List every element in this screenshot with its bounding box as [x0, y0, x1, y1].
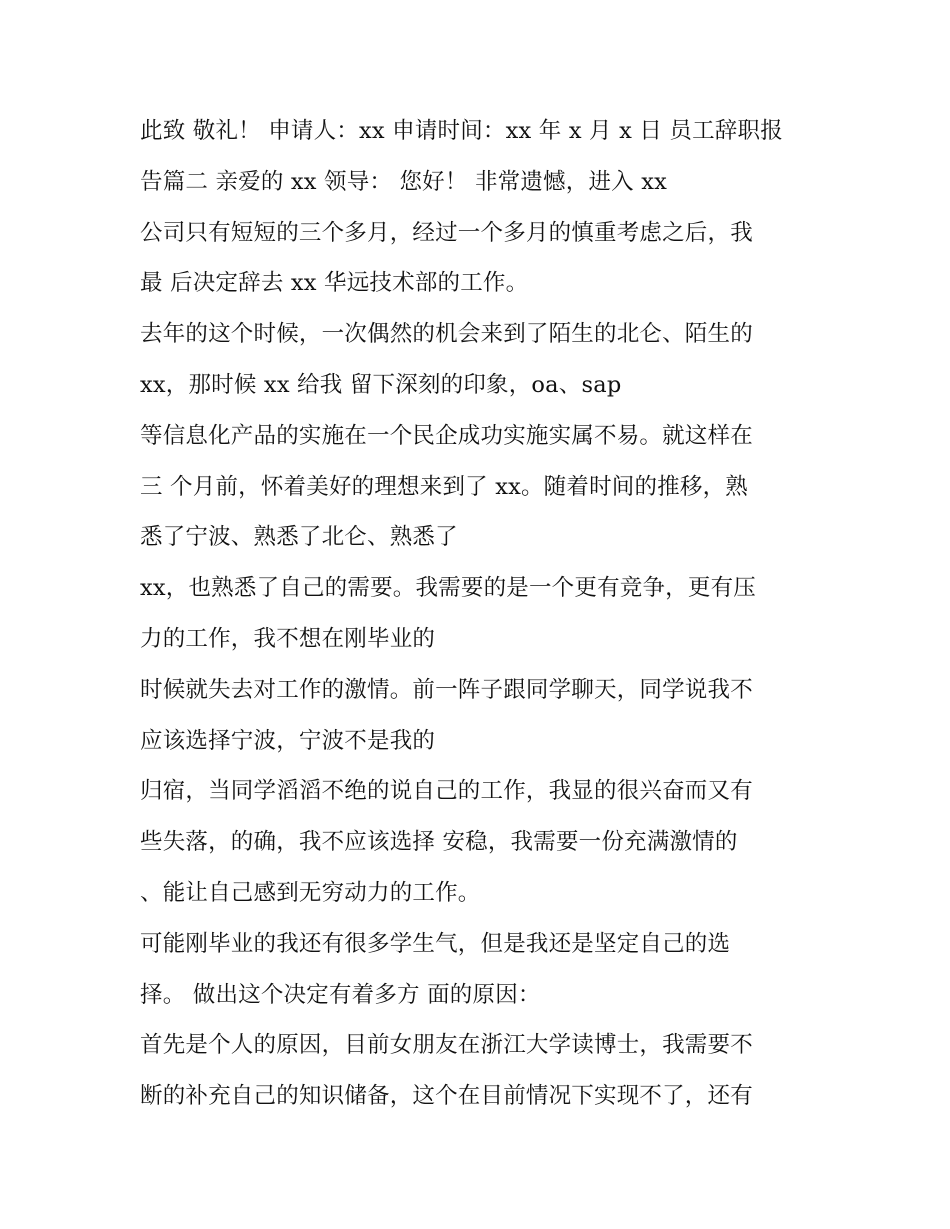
- text-line: 最 后决定辞去 xx 华远技术部的工作。: [140, 270, 529, 297]
- text-line: 些失落，的确，我不应该选择 安稳，我需要一份充满激情的: [140, 829, 738, 856]
- text-line: 等信息化产品的实施在一个民企成功实施实属不易。就这样在: [140, 422, 753, 449]
- text-line: 去年的这个时候，一次偶然的机会来到了陌生的北仑、陌生的: [140, 321, 753, 348]
- text-line: 三 个月前，怀着美好的理想来到了 xx。随着时间的推移，熟: [140, 473, 748, 500]
- text-line: 择。 做出这个决定有着多方 面的原因：: [140, 981, 541, 1008]
- text-line: 力的工作，我不想在刚毕业的: [140, 625, 436, 652]
- text-line: xx，那时候 xx 给我 留下深刻的印象，oa、sap: [140, 371, 622, 398]
- text-line: xx，也熟悉了自己的需要。我需要的是一个更有竞争，更有压: [140, 575, 756, 602]
- text-line: 、能让自己感到无穷动力的工作。: [140, 879, 481, 906]
- text-line: 首先是个人的原因，目前女朋友在浙江大学读博士，我需要不: [140, 1032, 753, 1059]
- text-line: 告篇二 亲爱的 xx 领导： 您好！ 非常遗憾，进入 xx: [140, 168, 667, 195]
- text-line: 公司只有短短的三个多月，经过一个多月的慎重考虑之后，我: [140, 219, 753, 246]
- text-line: 此致 敬礼！ 申请人：xx 申请时间：xx 年 x 月 x 日 员工辞职报: [140, 118, 783, 144]
- text-line: 应该选择宁波，宁波不是我的: [140, 727, 436, 754]
- text-line: 可能刚毕业的我还有很多学生气，但是我还是坚定自己的选: [140, 930, 731, 957]
- text-line: 归宿，当同学滔滔不绝的说自己的工作，我显的很兴奋而又有: [140, 778, 753, 805]
- text-line: 断的补充自己的知识储备，这个在目前情况下实现不了，还有: [140, 1083, 753, 1110]
- resignation-letter-text: [140, 106, 820, 1122]
- text-line: 时候就失去对工作的激情。前一阵子跟同学聊天，同学说我不: [140, 676, 753, 703]
- text-line: 悉了宁波、熟悉了北仑、熟悉了: [140, 524, 458, 551]
